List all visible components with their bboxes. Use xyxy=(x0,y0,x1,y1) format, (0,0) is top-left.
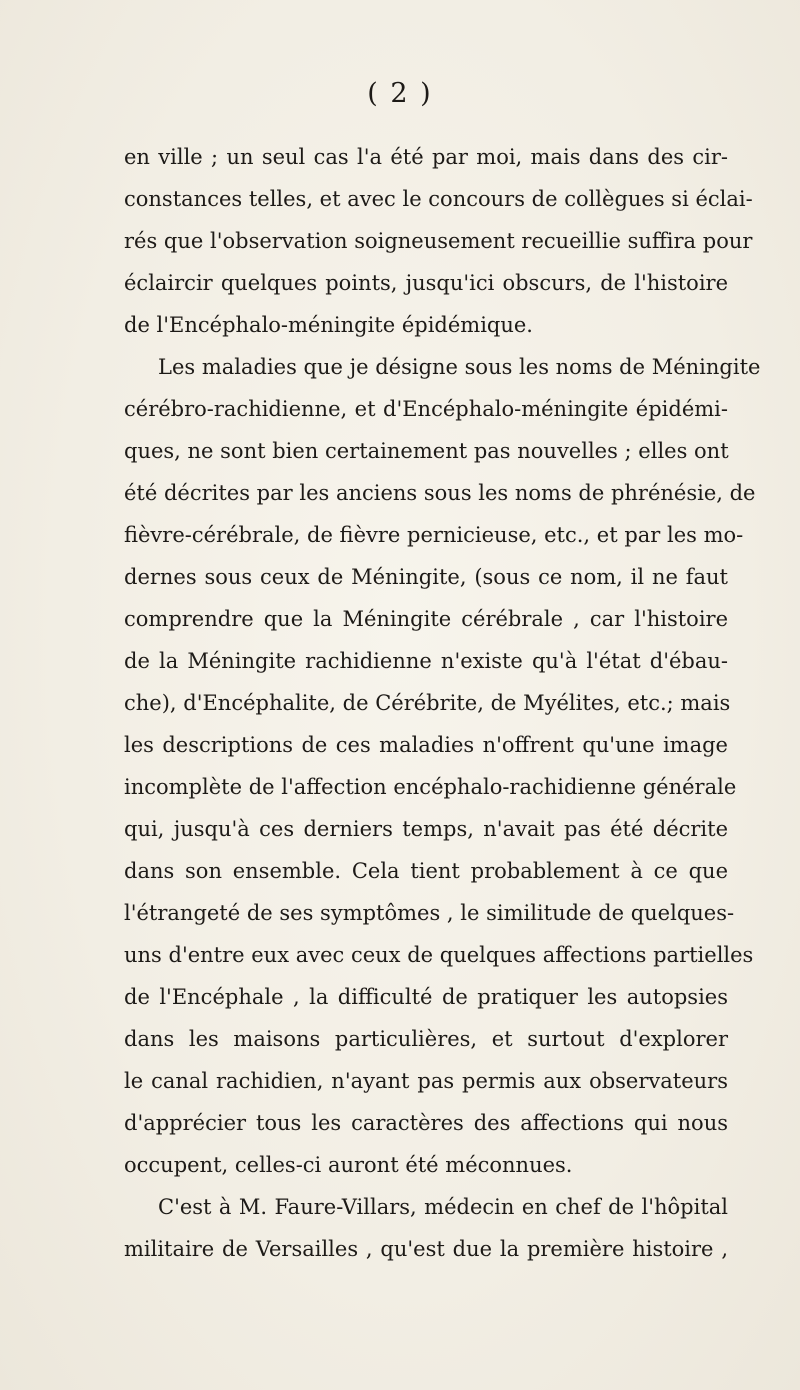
text-line: en ville ; un seul cas l'a été par moi, mais dans des cir- xyxy=(124,145,728,169)
text-line: d'apprécier tous les caractères des affections qui nous xyxy=(124,1111,728,1135)
text-line: cérébro-rachidienne, et d'Encéphalo-méningite épidémi- xyxy=(124,397,728,421)
page-number: ( 2 ) xyxy=(367,78,433,109)
text-line: dans son ensemble. Cela tient probablement à ce que xyxy=(124,859,728,883)
text-line: dernes sous ceux de Méningite, (sous ce nom, il ne faut xyxy=(124,565,728,589)
text-line: l'étrangeté de ses symptômes , le similitude de quelques- xyxy=(124,901,735,925)
text-line: che), d'Encéphalite, de Cérébrite, de Myélites, etc.; mais xyxy=(124,691,731,715)
text-line: été décrites par les anciens sous les noms de phrénésie, de xyxy=(124,481,756,505)
text-line: comprendre que la Méningite cérébrale , car l'histoire xyxy=(124,607,728,631)
text-line: uns d'entre eux avec ceux de quelques affections partielles xyxy=(124,943,754,967)
text-line: constances telles, et avec le concours de collègues si éclai- xyxy=(124,187,753,211)
text-line: militaire de Versailles , qu'est due la première histoire , xyxy=(124,1237,728,1261)
text-line: dans les maisons particulières, et surtout d'explorer xyxy=(124,1027,728,1051)
text-line: Les maladies que je désigne sous les noms de Méningite xyxy=(158,355,761,379)
text-line: de l'Encéphale , la difficulté de pratiquer les autopsies xyxy=(124,985,728,1009)
text-line: les descriptions de ces maladies n'offrent qu'une image xyxy=(124,733,728,757)
text-line: qui, jusqu'à ces derniers temps, n'avait pas été décrite xyxy=(124,817,728,841)
text-line: fièvre-cérébrale, de fièvre pernicieuse, etc., et par les mo- xyxy=(124,523,744,547)
text-line: occupent, celles-ci auront été méconnues. xyxy=(124,1153,573,1177)
text-line: de la Méningite rachidienne n'existe qu'à l'état d'ébau- xyxy=(124,649,728,673)
text-line: rés que l'observation soigneusement recueillie suffira pour xyxy=(124,229,753,253)
text-line: incomplète de l'affection encéphalo-rachidienne générale xyxy=(124,775,737,799)
text-line: ques, ne sont bien certainement pas nouvelles ; elles ont xyxy=(124,439,729,463)
body-text xyxy=(124,136,761,1270)
text-line: éclaircir quelques points, jusqu'ici obscurs, de l'histoire xyxy=(124,271,728,295)
text-line: le canal rachidien, n'ayant pas permis aux observateurs xyxy=(124,1069,728,1093)
text-line: C'est à M. Faure-Villars, médecin en chef de l'hôpital xyxy=(158,1195,728,1219)
text-line: de l'Encéphalo-méningite épidémique. xyxy=(124,313,533,337)
